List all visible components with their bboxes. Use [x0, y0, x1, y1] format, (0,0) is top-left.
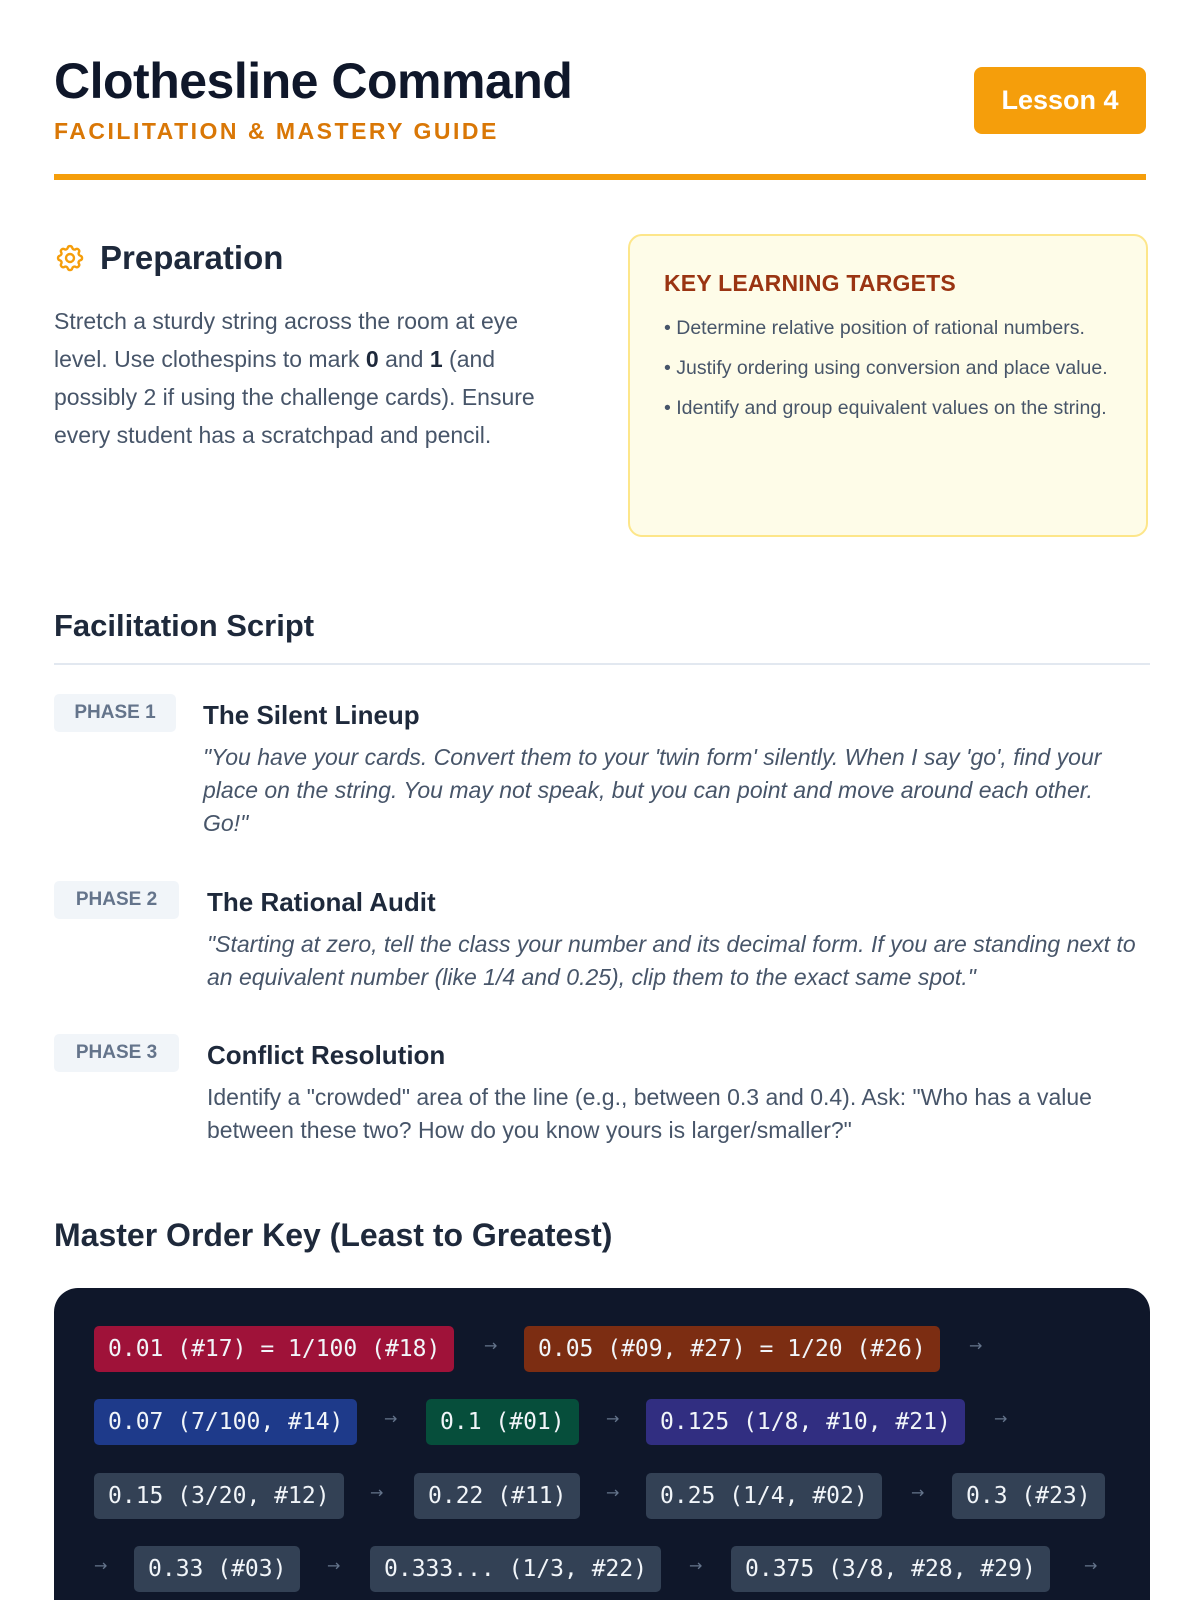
phase-1 — [54, 694, 1150, 844]
lesson-badge: Lesson 4 — [974, 67, 1146, 134]
preparation-section — [54, 236, 574, 454]
phase-name: The Rational Audit — [207, 887, 436, 917]
phase-badge: PHASE 3 — [54, 1034, 179, 1072]
arrow-icon: → — [484, 1336, 498, 1355]
phase-name: The Silent Lineup — [203, 700, 420, 730]
learning-target-item: • Determine relative position of rational numbers. — [664, 317, 1085, 339]
master-key-title: Master Order Key (Least to Greatest) — [54, 1217, 613, 1253]
preparation-text-part: (and possibly 2 if using the challenge cards). Ensure every student has a scratchpad and pencil. — [54, 346, 535, 448]
learning-target-item: • Justify ordering using conversion and place value. — [664, 357, 1108, 379]
order-chip: 0.15 (3/20, #12) — [94, 1473, 344, 1519]
page-header — [54, 0, 1146, 180]
order-chip: 0.22 (#11) — [414, 1473, 580, 1519]
preparation-bold-zero: 0 — [365, 346, 379, 372]
arrow-icon: → — [94, 1556, 108, 1575]
learning-target-item: • Identify and group equivalent values on the string. — [664, 397, 1107, 419]
preparation-text-part: and — [378, 346, 430, 372]
arrow-icon: → — [1084, 1556, 1098, 1575]
page-subtitle: FACILITATION & MASTERY GUIDE — [54, 118, 499, 144]
arrow-icon: → — [327, 1556, 341, 1575]
preparation-text-part: Stretch a sturdy string across the room at eye level. Use clothespins to mark — [54, 308, 519, 372]
learning-targets-title: KEY LEARNING TARGETS — [664, 270, 956, 296]
preparation-heading — [54, 236, 574, 280]
phase-2 — [54, 881, 1150, 1001]
order-chip: 0.1 (#01) — [426, 1399, 579, 1445]
phase-script: "Starting at zero, tell the class your number and its decimal form. If you are standing next to an equivalent number (like 1/4 and 0.25), clip them to the exact same spot." — [207, 931, 1136, 990]
phase-3 — [54, 1034, 1150, 1154]
order-chip: 0.25 (1/4, #02) — [646, 1473, 882, 1519]
section-divider — [54, 663, 1150, 665]
arrow-icon: → — [994, 1409, 1008, 1428]
phase-script: "You have your cards. Convert them to your 'twin form' silently. When I say 'go', find your place on the string. You may not speak, but you can point and move around each other. Go!" — [203, 744, 1102, 836]
order-chip: 0.01 (#17) = 1/100 (#18) — [94, 1326, 454, 1372]
order-chip: 0.333... (1/3, #22) — [370, 1546, 661, 1592]
master-key-panel — [54, 1288, 1150, 1600]
order-chip: 0.05 (#09, #27) = 1/20 (#26) — [524, 1326, 940, 1372]
arrow-icon: → — [384, 1409, 398, 1428]
order-chip: 0.125 (1/8, #10, #21) — [646, 1399, 965, 1445]
phase-badge: PHASE 1 — [54, 694, 176, 732]
learning-targets-card — [628, 234, 1148, 537]
order-chip: 0.07 (7/100, #14) — [94, 1399, 357, 1445]
facilitation-title: Facilitation Script — [54, 608, 315, 643]
phase-badge: PHASE 2 — [54, 881, 179, 919]
arrow-icon: → — [606, 1409, 620, 1428]
gear-icon — [54, 242, 86, 274]
preparation-bold-one: 1 — [429, 346, 443, 372]
preparation-title: Preparation — [100, 239, 284, 276]
order-chip: 0.33 (#03) — [134, 1546, 300, 1592]
arrow-icon: → — [370, 1483, 384, 1502]
phase-script: Identify a "crowded" area of the line (e.g., between 0.3 and 0.4). Ask: "Who has a value between these two? How do you know yours is larger/smaller?" — [207, 1084, 1092, 1143]
page-title: Clothesline Command — [54, 53, 573, 109]
arrow-icon: → — [911, 1483, 925, 1502]
arrow-icon: → — [969, 1336, 983, 1355]
arrow-icon: → — [606, 1483, 620, 1502]
phase-name: Conflict Resolution — [207, 1040, 446, 1070]
order-chip: 0.3 (#23) — [952, 1473, 1105, 1519]
arrow-icon: → — [689, 1556, 703, 1575]
preparation-text — [54, 302, 574, 454]
learning-targets-list — [664, 315, 1114, 421]
order-chip: 0.375 (3/8, #28, #29) — [731, 1546, 1050, 1592]
